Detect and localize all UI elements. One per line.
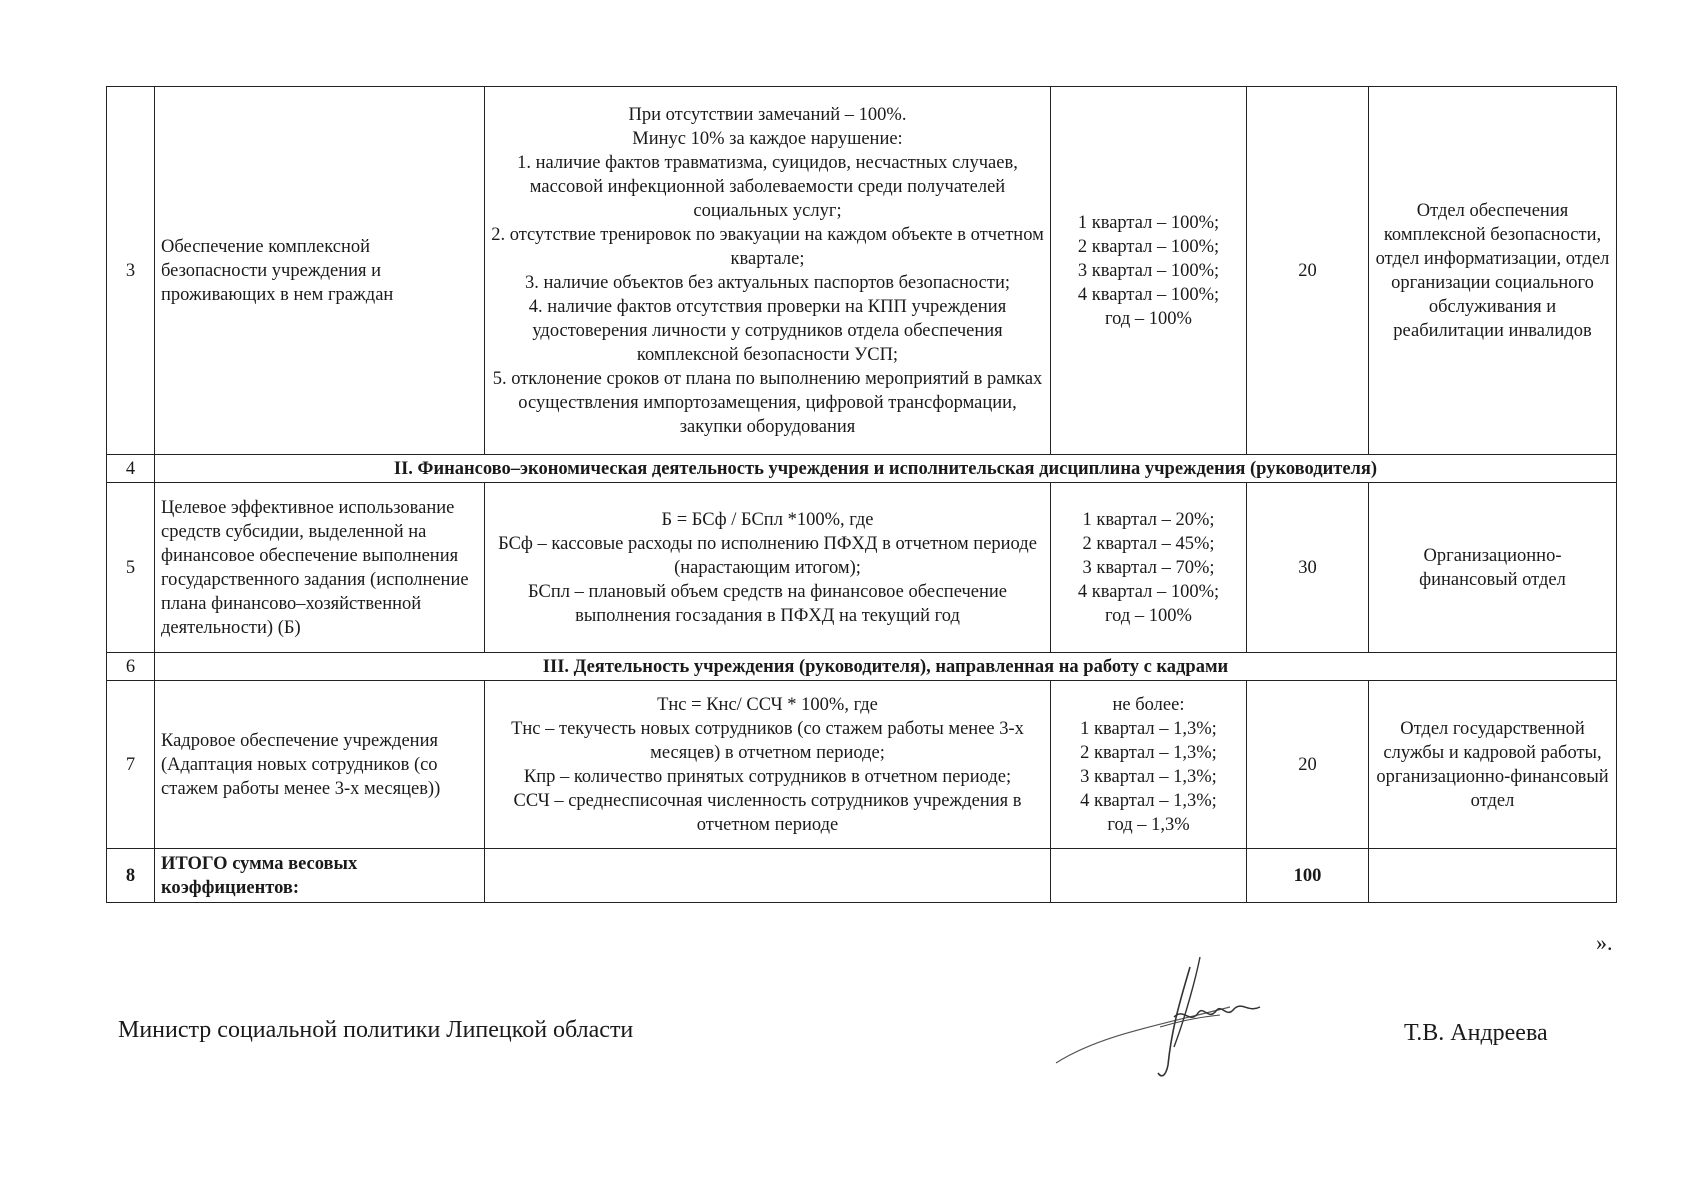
criteria-line: Б = БСф / БСпл *100%, где	[661, 509, 874, 530]
total-label: ИТОГО сумма весовых коэффициентов:	[155, 849, 485, 903]
signatory-position: Министр социальной политики Липецкой области	[118, 1017, 634, 1043]
indicator-name: Целевое эффективное использование средств субсидии, выделенной на финансовое обеспечение выполнения государственного задания (исполнение плана финансово–хозяйственной деятельности) (Б)	[155, 483, 485, 653]
criteria-line: 3. наличие объектов без актуальных паспортов безопасности;	[525, 272, 1010, 293]
criteria-line: 1. наличие фактов травматизма, суицидов, несчастных случаев, массовой инфекционной заболеваемости среди получателей социальных услуг;	[517, 152, 1018, 221]
target-line: не более:	[1112, 694, 1185, 715]
target-line: 4 квартал – 100%;	[1077, 581, 1220, 602]
table-row	[107, 483, 1617, 653]
section-row	[107, 455, 1617, 483]
target-line: 2 квартал – 45%;	[1082, 533, 1215, 554]
criteria-line: БСпл – плановый объем средств на финансовое обеспечение выполнения госзадания в ПФХД на текущий год	[528, 581, 1007, 626]
section-heading: II. Финансово–экономическая деятельность учреждения и исполнительская дисциплина учреждения (руководителя)	[155, 455, 1617, 483]
criteria-line: 4. наличие фактов отсутствия проверки на КПП учреждения удостоверения личности у сотрудников отдела обеспечения комплексной безопасности УСП;	[528, 296, 1007, 365]
responsible-cell: Организационно-финансовый отдел	[1369, 483, 1617, 653]
section-row	[107, 653, 1617, 681]
criteria-line: ССЧ – среднесписочная численность сотрудников учреждения в отчетном периоде	[513, 790, 1022, 835]
signatory-name: Т.В. Андреева	[1404, 1020, 1548, 1046]
empty-cell	[1051, 849, 1247, 903]
weight-cell: 20	[1247, 681, 1369, 849]
empty-cell	[1369, 849, 1617, 903]
indicators-table	[106, 86, 1617, 903]
section-heading: III. Деятельность учреждения (руководителя), направленная на работу с кадрами	[155, 653, 1617, 681]
target-line: 3 квартал – 100%;	[1077, 260, 1220, 281]
responsible-cell: Отдел обеспечения комплексной безопасности, отдел информатизации, отдел организации социального обслуживания и реабилитации инвалидов	[1369, 87, 1617, 455]
row-number: 5	[107, 483, 155, 653]
target-line: год – 100%	[1105, 605, 1192, 626]
criteria-line: 5. отклонение сроков от плана по выполнению мероприятий в рамках осуществления импортозамещения, цифровой трансформации, закупки оборудования	[492, 368, 1043, 437]
indicator-name: Кадровое обеспечение учреждения (Адаптация новых сотрудников (со стажем работы менее 3-х месяцев))	[155, 681, 485, 849]
criteria-line: Тнс = Кнс/ ССЧ * 100%, где	[657, 694, 878, 715]
total-row	[107, 849, 1617, 903]
target-line: 3 квартал – 70%;	[1082, 557, 1215, 578]
target-line: 1 квартал – 20%;	[1082, 509, 1215, 530]
target-line: 3 квартал – 1,3%;	[1080, 766, 1217, 787]
criteria-line: Тнс – текучесть новых сотрудников (со стажем работы менее 3-х месяцев) в отчетном периоде;	[511, 718, 1024, 763]
target-line: год – 100%	[1105, 308, 1192, 329]
criteria-cell	[485, 681, 1051, 849]
weight-cell: 20	[1247, 87, 1369, 455]
weight-cell: 30	[1247, 483, 1369, 653]
table-row	[107, 87, 1617, 455]
row-number: 7	[107, 681, 155, 849]
target-line: 4 квартал – 1,3%;	[1080, 790, 1217, 811]
table-row	[107, 681, 1617, 849]
target-line: 2 квартал – 1,3%;	[1080, 742, 1217, 763]
criteria-cell	[485, 87, 1051, 455]
indicator-name: Обеспечение комплексной безопасности учреждения и проживающих в нем граждан	[155, 87, 485, 455]
criteria-line: 2. отсутствие тренировок по эвакуации на каждом объекте в отчетном квартале;	[491, 224, 1044, 269]
criteria-line: БСф – кассовые расходы по исполнению ПФХД в отчетном периоде (нарастающим итогом);	[498, 533, 1037, 578]
empty-cell	[485, 849, 1051, 903]
row-number: 3	[107, 87, 155, 455]
target-line: год – 1,3%	[1107, 814, 1190, 835]
targets-cell	[1051, 483, 1247, 653]
responsible-cell: Отдел государственной службы и кадровой работы, организационно-финансовый отдел	[1369, 681, 1617, 849]
target-line: 4 квартал – 100%;	[1077, 284, 1220, 305]
criteria-line: При отсутствии замечаний – 100%.	[628, 104, 907, 125]
criteria-line: Минус 10% за каждое нарушение:	[632, 128, 903, 149]
target-line: 1 квартал – 1,3%;	[1080, 718, 1217, 739]
row-number: 4	[107, 455, 155, 483]
target-line: 1 квартал – 100%;	[1077, 212, 1220, 233]
criteria-cell	[485, 483, 1051, 653]
targets-cell	[1051, 681, 1247, 849]
targets-cell	[1051, 87, 1247, 455]
criteria-line: Кпр – количество принятых сотрудников в отчетном периоде;	[523, 766, 1012, 787]
row-number: 6	[107, 653, 155, 681]
target-line: 2 квартал – 100%;	[1077, 236, 1220, 257]
signature-icon	[1050, 955, 1290, 1085]
closing-quote: ».	[1596, 930, 1613, 955]
row-number: 8	[107, 849, 155, 903]
total-weight: 100	[1247, 849, 1369, 903]
